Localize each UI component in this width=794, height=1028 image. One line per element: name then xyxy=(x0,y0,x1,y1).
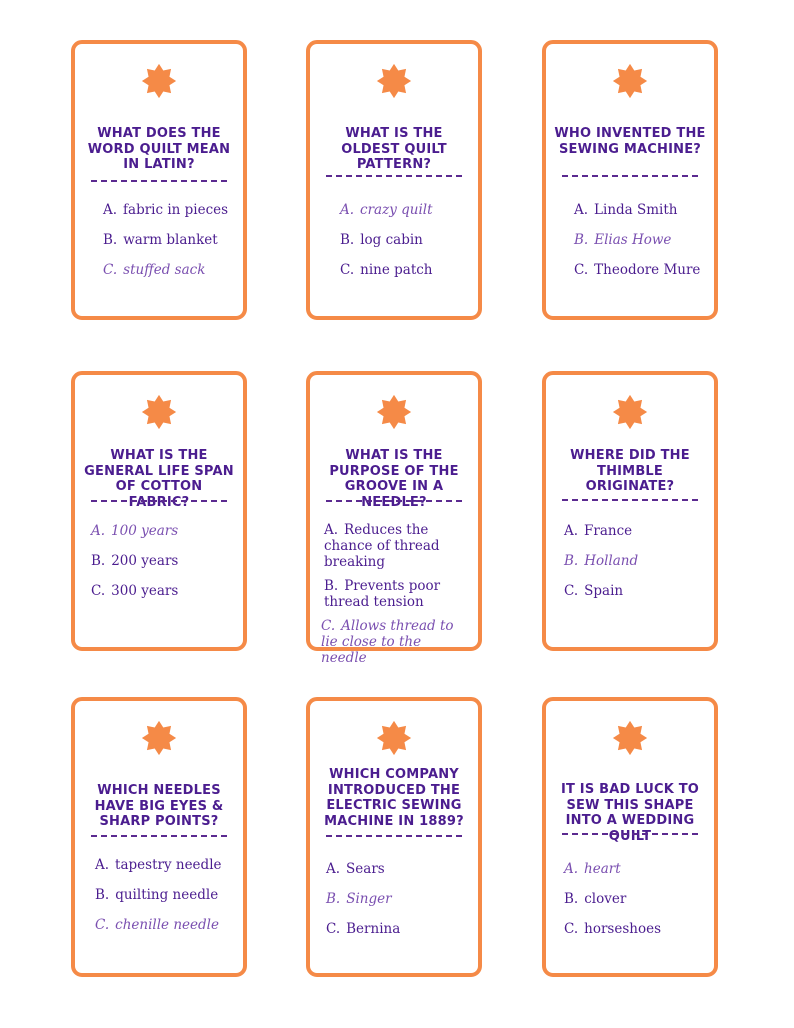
answer-option: A. France xyxy=(564,523,633,539)
question-text: WHAT IS THE GENERAL LIFE SPAN OF COTTON FABRIC? xyxy=(84,448,234,510)
answer-option: C. horseshoes xyxy=(564,921,662,937)
answer-option: B. warm blanket xyxy=(103,232,218,248)
quiz-card xyxy=(71,371,247,651)
divider xyxy=(91,180,227,182)
eight-point-star-icon xyxy=(140,393,178,431)
answer-option: C. Theodore Mure xyxy=(574,262,701,278)
answer-list xyxy=(310,522,478,680)
answer-option: A. tapestry needle xyxy=(95,857,222,873)
question-text: WHICH COMPANY INTRODUCED THE ELECTRIC SEWING MACHINE IN 1889? xyxy=(324,767,464,829)
answer-option: A. fabric in pieces xyxy=(103,202,229,218)
quiz-card xyxy=(306,40,482,320)
quiz-card xyxy=(306,697,482,977)
quiz-card xyxy=(71,697,247,977)
answer-option: B. Prevents poor thread tension xyxy=(324,578,441,610)
divider xyxy=(326,175,462,177)
divider xyxy=(562,499,698,501)
answer-list xyxy=(75,523,243,613)
question-text: IT IS BAD LUCK TO SEW THIS SHAPE INTO A WEDDING QUILT xyxy=(560,782,700,844)
quiz-card xyxy=(542,40,718,320)
answer-option: A. Sears xyxy=(326,861,385,877)
answer-option-correct: A. crazy quilt xyxy=(340,202,433,218)
answer-list xyxy=(546,861,714,951)
quiz-card xyxy=(306,371,482,666)
answer-option: C. 300 years xyxy=(91,583,179,599)
divider xyxy=(91,500,227,502)
answer-option: A. Reduces the chance of thread breaking xyxy=(324,522,440,570)
answer-list xyxy=(546,523,714,613)
question-text: WHERE DID THE THIMBLE ORIGINATE? xyxy=(570,448,690,494)
divider xyxy=(562,833,698,835)
question-text: WHAT DOES THE WORD QUILT MEAN IN LATIN? xyxy=(87,126,231,172)
divider xyxy=(326,500,462,502)
answer-list xyxy=(310,861,478,951)
eight-point-star-icon xyxy=(140,62,178,100)
answer-list xyxy=(310,202,478,292)
answer-list xyxy=(546,202,714,292)
eight-point-star-icon xyxy=(375,62,413,100)
eight-point-star-icon xyxy=(611,719,649,757)
eight-point-star-icon xyxy=(611,62,649,100)
quiz-card xyxy=(542,371,718,651)
answer-option: B. log cabin xyxy=(340,232,423,248)
answer-option-correct: B. Singer xyxy=(326,891,392,907)
answer-option: C. nine patch xyxy=(340,262,433,278)
eight-point-star-icon xyxy=(611,393,649,431)
eight-point-star-icon xyxy=(375,393,413,431)
eight-point-star-icon xyxy=(140,719,178,757)
quiz-card xyxy=(542,697,718,977)
answer-option: A. Linda Smith xyxy=(574,202,678,218)
answer-option-correct: C. stuffed sack xyxy=(103,262,206,278)
divider xyxy=(326,835,462,837)
divider xyxy=(91,835,227,837)
eight-point-star-icon xyxy=(375,719,413,757)
divider xyxy=(562,175,698,177)
answer-list xyxy=(75,857,243,947)
answer-option-correct: A. heart xyxy=(564,861,621,877)
question-text: WHICH NEEDLES HAVE BIG EYES & SHARP POINTS? xyxy=(94,783,224,829)
answer-option: B. 200 years xyxy=(91,553,179,569)
quiz-card xyxy=(71,40,247,320)
question-text: WHO INVENTED THE SEWING MACHINE? xyxy=(554,126,706,157)
answer-option: B. clover xyxy=(564,891,627,907)
answer-option: C. Bernina xyxy=(326,921,401,937)
question-text: WHAT IS THE OLDEST QUILT PATTERN? xyxy=(341,126,447,172)
answer-option-correct: B. Holland xyxy=(564,553,639,569)
answer-option: B. quilting needle xyxy=(95,887,219,903)
question-text: WHAT IS THE PURPOSE OF THE GROOVE IN A NEEDLE? xyxy=(329,448,459,510)
answer-list xyxy=(75,202,243,292)
answer-option-correct: A. 100 years xyxy=(91,523,179,539)
answer-option-correct: C. Allows thread to lie close to the needle xyxy=(321,618,454,666)
answer-option-correct: C. chenille needle xyxy=(95,917,219,933)
answer-option: C. Spain xyxy=(564,583,624,599)
answer-option-correct: B. Elias Howe xyxy=(574,232,672,248)
